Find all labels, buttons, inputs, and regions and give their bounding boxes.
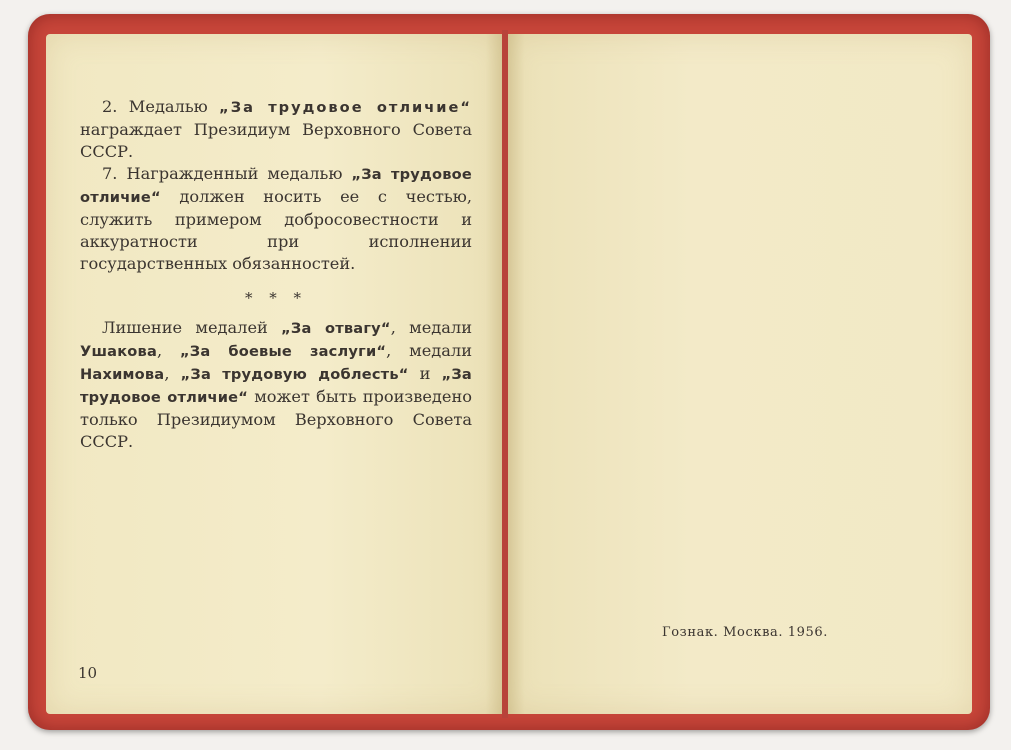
medal-name: „За трудовое отличие“ <box>80 166 472 206</box>
right-page <box>506 34 972 714</box>
paragraph-revocation <box>80 317 472 453</box>
left-page-text <box>80 96 472 453</box>
printer-imprint: Гознак. Москва. 1956. <box>662 625 829 640</box>
section-separator: * * * <box>244 289 308 307</box>
text-segment: Лишение медалей <box>102 318 282 337</box>
medal-name: Ушакова <box>80 343 158 360</box>
text-segment: должен носить ее с честью, служить примером добросовестности и аккуратности при исполнении государственных обязанностей. <box>80 187 472 273</box>
medal-name: „За трудовую доблесть“ <box>180 366 409 383</box>
medal-name: Нахимова <box>80 366 165 383</box>
medal-name: „За боевые заслуги“ <box>179 343 387 360</box>
text-segment: , <box>157 341 180 360</box>
paragraph-obligation <box>80 163 472 275</box>
text-segment: , медали <box>390 318 472 337</box>
medal-name: „За трудовое отличие“ <box>80 366 472 406</box>
medal-name: „За отвагу“ <box>281 320 391 337</box>
text-segment: и <box>408 364 442 383</box>
paragraph-award <box>80 96 472 163</box>
booklet-gutter <box>502 30 508 718</box>
medal-name: „За трудовое отличие“ <box>219 99 472 116</box>
page-number: 10 <box>78 664 98 682</box>
text-segment: может быть произведено только Президиумом Верховного Совета СССР. <box>80 387 472 451</box>
text-segment: , <box>164 364 181 383</box>
text-segment: , медали <box>386 341 472 360</box>
text-segment: 2. Медалью <box>102 97 220 116</box>
text-segment: награждает Президиум Верховного Совета СССР. <box>80 120 472 161</box>
text-segment: 7. Награжденный медалью <box>102 164 352 183</box>
